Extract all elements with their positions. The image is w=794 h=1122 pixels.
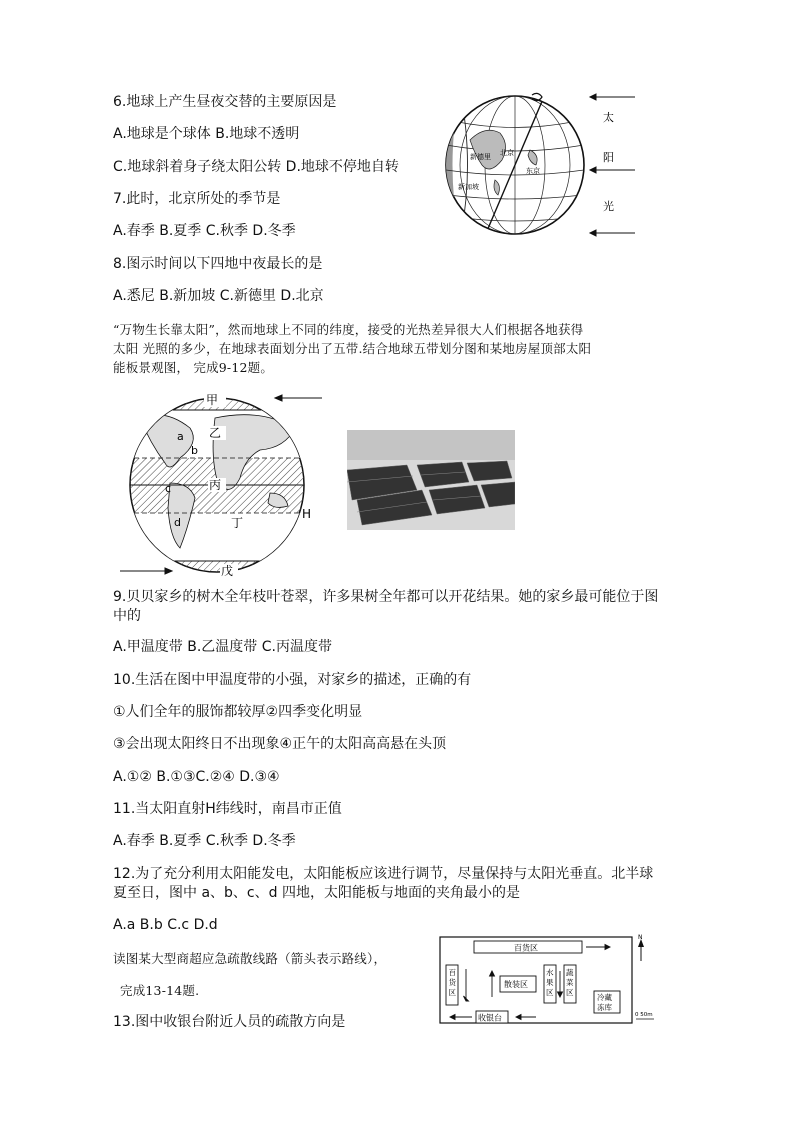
zone-wu: 戊 [221, 564, 234, 578]
scale-bar-label: 0 50m [635, 1012, 653, 1018]
q6-stem: 6.地球上产生昼夜交替的主要原因是 [113, 94, 337, 110]
q6-options-ab: A.地球是个球体 B.地球不透明 [113, 126, 300, 142]
q11-stem: 11.当太阳直射H纬线时，南昌市正值 [113, 801, 342, 817]
intro-13-14-line2: 完成13-14题. [120, 983, 200, 998]
line-label-h: H [302, 507, 312, 521]
zone-ding: 丁 [231, 516, 244, 530]
q9-line1: 9.贝贝家乡的树木全年枝叶苍翠，许多果树全年都可以开花结果。她的家乡最可能位于图 [113, 589, 659, 605]
store-evacuation-map [436, 931, 658, 1031]
north-arrow-label: N [638, 934, 643, 941]
intro-9-12-line2: 太阳 光照的多少，在地球表面划分出了五带.结合地球五带划分图和某地房屋顶部太阳 [113, 341, 592, 356]
q7-options: A.春季 B.夏季 C.秋季 D.冬季 [113, 223, 296, 239]
q9-line2: 中的 [113, 608, 141, 624]
solar-panel-photo [347, 430, 515, 530]
q10-statements-1: ①人们全年的服饰都较厚②四季变化明显 [113, 704, 363, 720]
sun-char-3: 光 [603, 200, 614, 213]
day-night-globe-figure [440, 85, 640, 250]
q10-options: A.①② B.①③C.②④ D.③④ [113, 769, 280, 785]
q12-line1: 12.为了充分利用太阳能发电，太阳能板应该进行调节，尽量保持与太阳光垂直。北半球 [113, 866, 654, 882]
q8-options: A.悉尼 B.新加坡 C.新德里 D.北京 [113, 288, 324, 304]
q10-stem: 10.生活在图中甲温度带的小强，对家乡的描述，正确的有 [113, 672, 472, 688]
q7-stem: 7.此时，北京所处的季节是 [113, 191, 281, 207]
label-singapore: 新加坡 [458, 183, 479, 191]
q13-stem: 13.图中收银台附近人员的疏散方向是 [113, 1014, 346, 1030]
five-zones-globe-figure [110, 388, 325, 583]
point-d: d [174, 516, 181, 529]
q11-options: A.春季 B.夏季 C.秋季 D.冬季 [113, 833, 296, 849]
area-cashier: 收银台 [478, 1013, 502, 1023]
intro-9-12-line3: 能板景观图， 完成9-12题。 [113, 360, 274, 375]
sun-char-1: 太 [603, 111, 614, 124]
zone-yi: 乙 [209, 426, 222, 440]
q8-stem: 8.图示时间以下四地中夜最长的是 [113, 256, 323, 272]
point-a: a [177, 430, 184, 443]
zone-jia: 甲 [206, 393, 219, 407]
area-fruit: 水果区 [546, 968, 554, 997]
point-c: c [165, 482, 172, 495]
zone-bing: 丙 [209, 478, 222, 492]
intro-9-12-line1: “万物生长靠太阳”，然而地球上不同的纬度，接受的光热差异很大人们根据各地获得 [113, 322, 584, 337]
label-tokyo: 东京 [526, 167, 540, 175]
point-b: b [191, 444, 198, 457]
sun-char-2: 阳 [603, 151, 614, 164]
area-general-left: 百货区 [448, 968, 456, 997]
q12-line2: 夏至日，图中 a、b、c、d 四地，太阳能板与地面的夹角最小的是 [113, 885, 520, 901]
q6-options-cd: C.地球斜着身子绕太阳公转 D.地球不停地自转 [113, 159, 399, 175]
area-vegetable: 蔬菜区 [566, 968, 574, 997]
q12-options: A.a B.b C.c D.d [113, 917, 218, 933]
area-general-top: 百货区 [514, 943, 538, 953]
area-cold-storage: 冷藏冻库 [597, 993, 612, 1012]
label-new-delhi: 新德里 [470, 153, 491, 161]
q9-options: A.甲温度带 B.乙温度带 C.丙温度带 [113, 639, 332, 655]
q10-statements-2: ③会出现太阳终日不出现象④正午的太阳高高悬在头顶 [113, 736, 447, 752]
area-bulk: 散装区 [504, 980, 528, 989]
intro-13-14-line1: 读图某大型商超应急疏散线路（箭头表示路线）， [113, 951, 387, 966]
label-beijing: 北京 [500, 149, 514, 157]
